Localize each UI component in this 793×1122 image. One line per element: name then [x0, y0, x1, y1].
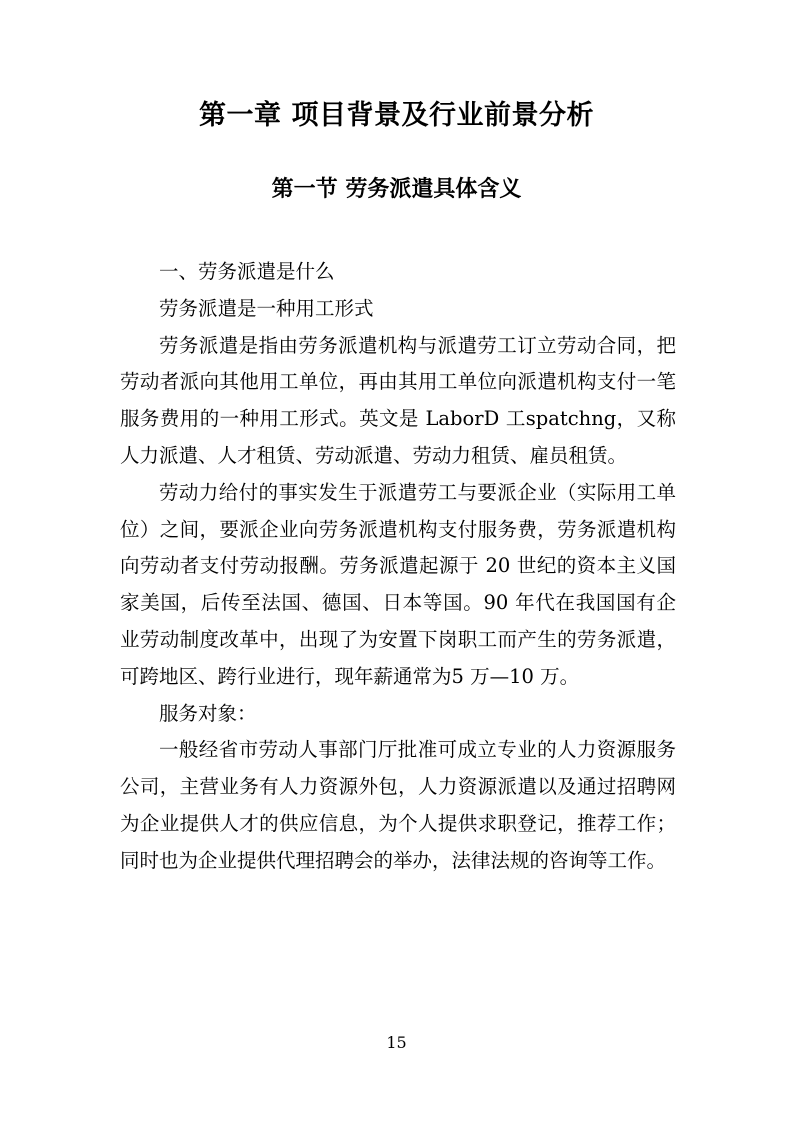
heading-service-targets: 服务对象： — [159, 701, 257, 725]
section-title: 第一节 劳务派遣具体含义 — [271, 177, 522, 202]
paragraph-history: 劳动力给付的事实发生于派遣劳工与要派企业（实际用工单位）之间，要派企业向劳务派遣机构支付服务费，劳务派遣机构向劳动者支付劳动报酬。劳务派遣起源于 20 世纪的资本主义国家美国，后传至法国、德国、日本等国。90 年代在我国国有企业劳动制度改革中，出现了为安置下岗职工而产生的劳务派遣，可跨地区、跨行业进行，现年薪通常为5 万—10 万。 — [120, 480, 676, 688]
page-number: 15 — [386, 1033, 407, 1052]
chapter-title: 第一章 项目背景及行业前景分析 — [199, 100, 594, 131]
paragraph-form-of-employment: 劳务派遣是一种用工形式 — [159, 296, 374, 320]
body-text — [120, 254, 676, 880]
paragraph-definition: 劳务派遣是指由劳务派遣机构与派遣劳工订立劳动合同，把劳动者派向其他用工单位，再由其用工单位向派遣机构支付一笔服务费用的一种用工形式。英文是 LaborD 工spatchng，又称人力派遣、人才租赁、劳动派遣、劳动力租赁、雇员租赁。 — [120, 333, 676, 467]
heading-what-is-labor-dispatch: 一、劳务派遣是什么 — [159, 260, 335, 283]
paragraph-services: 一般经省市劳动人事部门厅批准可成立专业的人力资源服务公司，主营业务有人力资源外包，人力资源派遣以及通过招聘网为企业提供人才的供应信息，为个人提供求职登记，推荐工作；同时也为企业提供代理招聘会的举办，法律法规的咨询等工作。 — [120, 738, 676, 872]
